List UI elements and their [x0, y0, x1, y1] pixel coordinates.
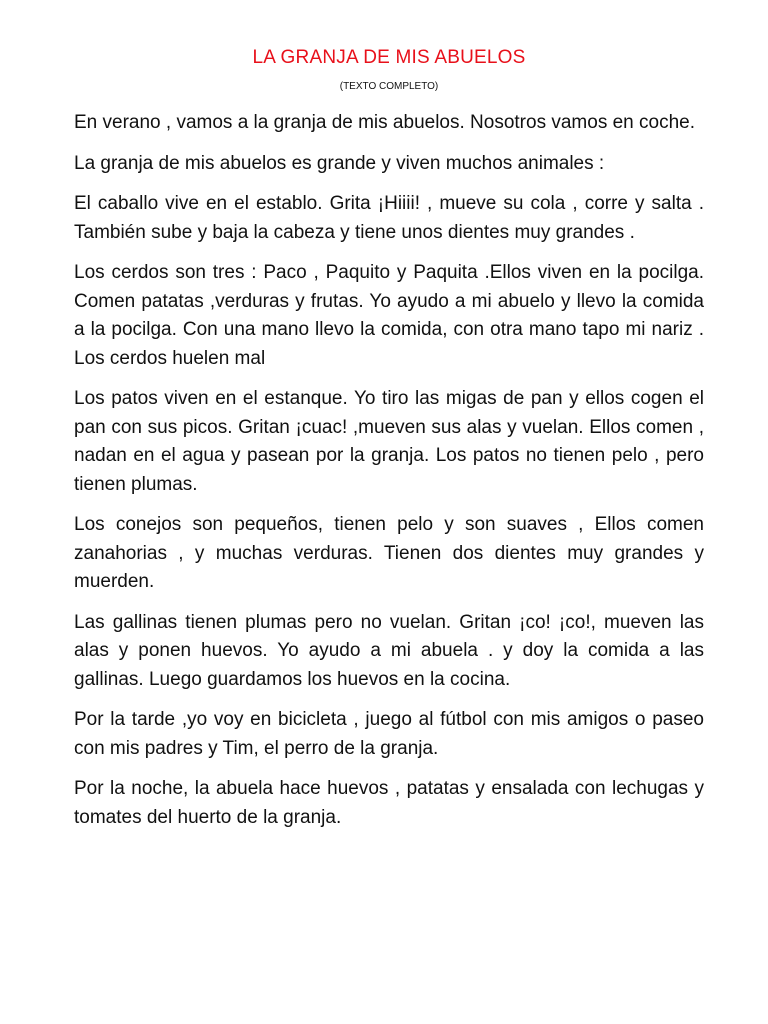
- paragraph-conejos: Los conejos son pequeños, tienen pelo y son suaves , Ellos comen zanahorias , y muchas verduras. Tienen dos dientes muy grandes y muerden.: [74, 514, 704, 592]
- paragraph-tarde: Por la tarde ,yo voy en bicicleta , juego al fútbol con mis amigos o paseo con mis padres y Tim, el perro de la granja.: [74, 709, 704, 759]
- document-title: LA GRANJA DE MIS ABUELOS: [252, 47, 526, 68]
- document-subtitle: (TEXTO COMPLETO): [339, 81, 439, 92]
- paragraph-patos: Los patos viven en el estanque. Yo tiro las migas de pan y ellos cogen el pan con sus picos. Gritan ¡cuac! ,mueven sus alas y vuelan. Ellos comen , nadan en el agua y pasean por la granja. Los patos no tienen pelo , pero tienen plumas.: [74, 388, 704, 495]
- paragraph-gallinas: Las gallinas tienen plumas pero no vuelan. Gritan ¡co! ¡co!, mueven las alas y ponen huevos. Yo ayudo a mi abuela . y doy la comida a las gallinas. Luego guardamos los huevos en la cocina.: [74, 611, 704, 690]
- paragraph-verano: En verano , vamos a la granja de mis abuelos. Nosotros vamos en coche.: [74, 112, 695, 133]
- paragraph-caballo: El caballo vive en el establo. Grita ¡Hiiii! , mueve su cola , corre y salta . También sube y baja la cabeza y tiene unos dientes muy grandes .: [74, 193, 704, 243]
- document-body: [74, 109, 704, 832]
- paragraph-noche: Por la noche, la abuela hace huevos , patatas y ensalada con lechugas y tomates del huerto de la granja.: [74, 778, 704, 828]
- paragraph-cerdos: Los cerdos son tres : Paco , Paquito y Paquita .Ellos viven en la pocilga. Comen patatas ,verduras y frutas. Yo ayudo a mi abuelo y llevo la comida a la pocilga. Con una mano llevo la comida, con otra mano tapo mi nariz . Los cerdos huelen mal: [74, 262, 704, 369]
- paragraph-granja: La granja de mis abuelos es grande y viven muchos animales :: [74, 152, 605, 174]
